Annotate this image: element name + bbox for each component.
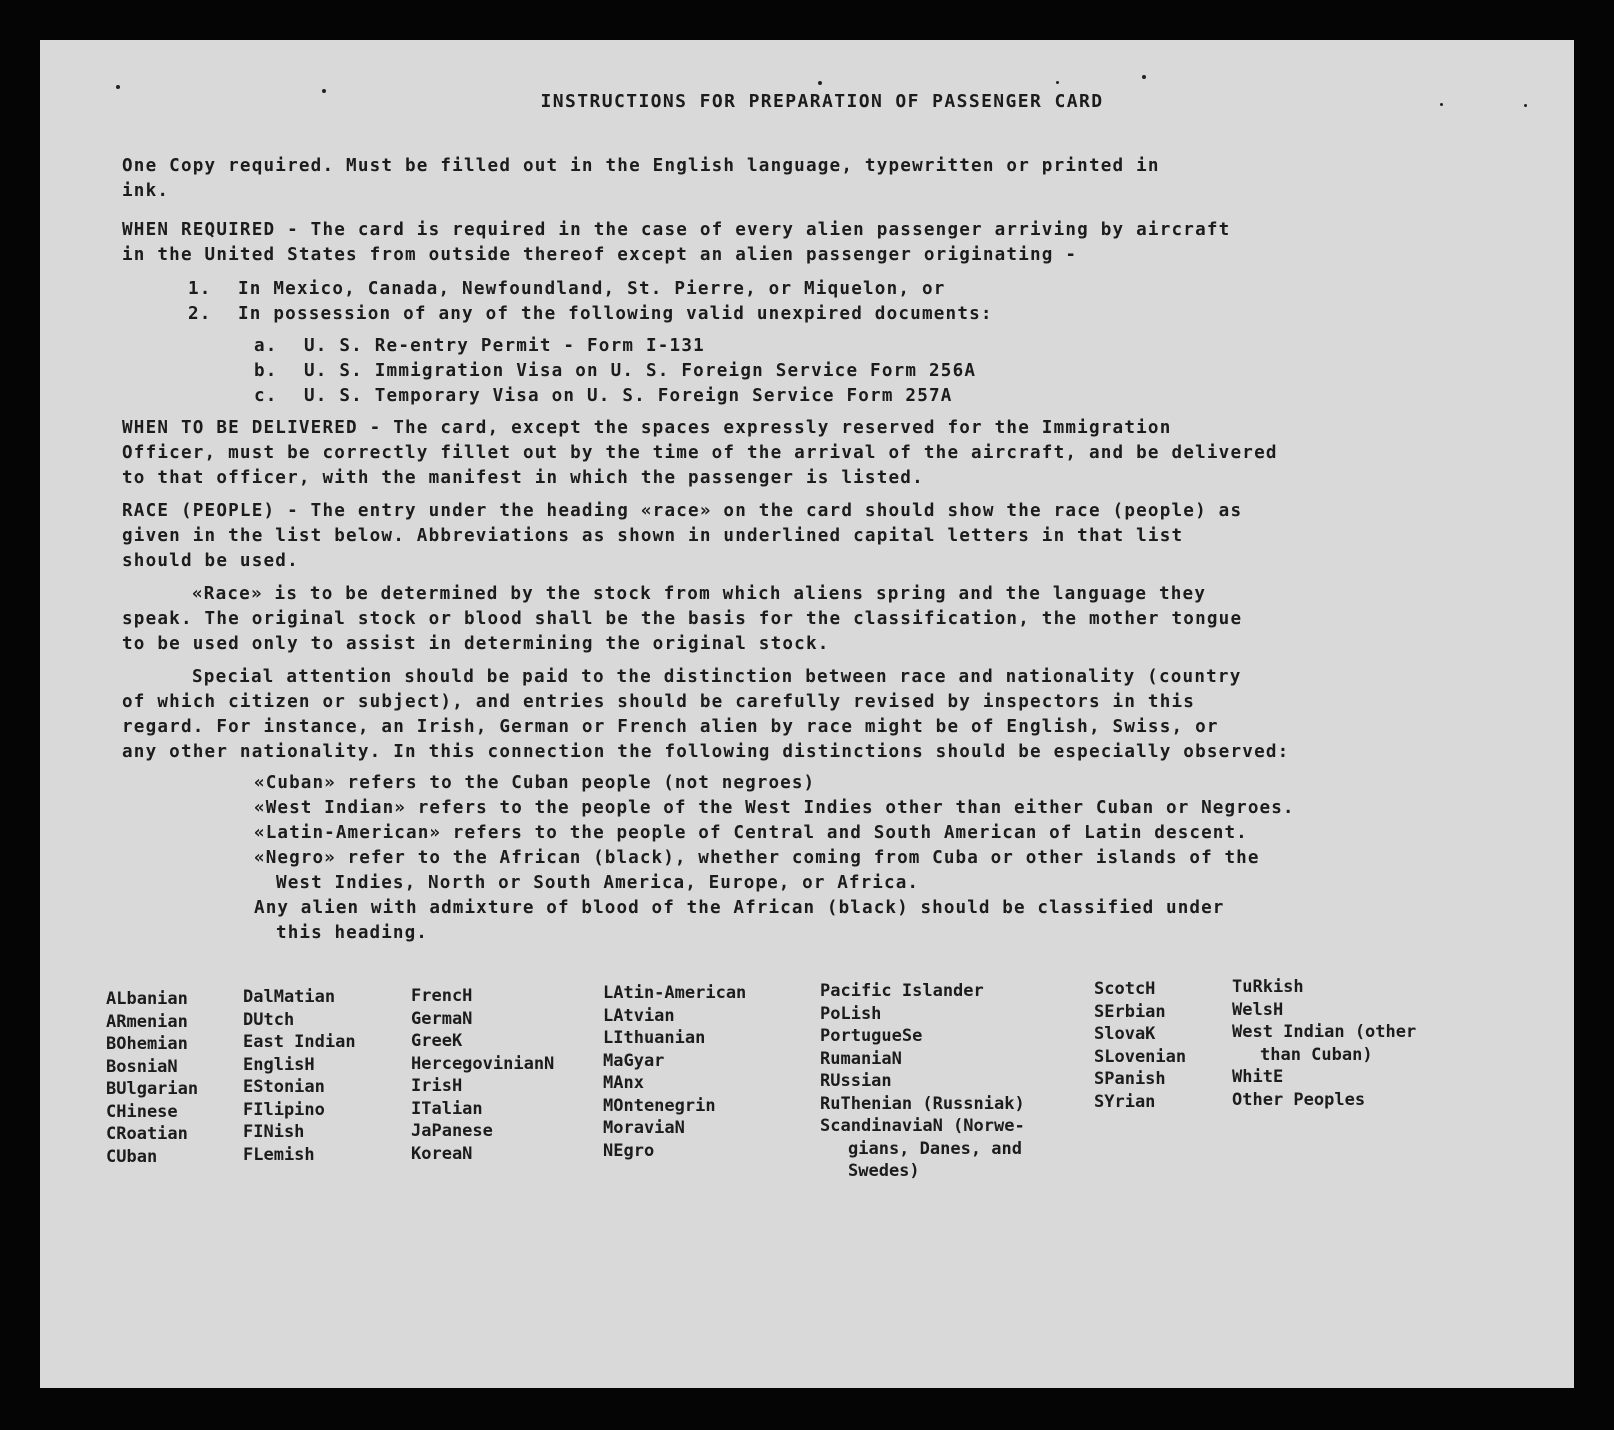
- race-determined-line: «Race» is to be determined by the stock from which aliens spring and the language they: [192, 584, 1207, 604]
- race-entry: LIthuanian: [603, 1028, 706, 1048]
- intro-line: One Copy required. Must be filled out in the English language, typewritten or printed in: [122, 156, 1160, 176]
- scan-speck: [116, 85, 120, 89]
- list-item: [254, 359, 976, 384]
- when-delivered-line: WHEN TO BE DELIVERED - The card, except the spaces expressly reserved for the Immigration: [122, 418, 1172, 438]
- race-people-paragraph: [122, 499, 1542, 574]
- race-entry: MOntenegrin: [603, 1095, 716, 1116]
- list-item: [254, 334, 976, 359]
- race-entry: GermaN: [411, 1008, 473, 1029]
- race-entry: FLemish: [243, 1144, 315, 1165]
- list-text: In possession of any of the following valid unexpired documents:: [238, 304, 993, 324]
- special-attention-line: any other nationality. In this connection the following distinctions should be especially observed:: [122, 742, 1290, 762]
- race-entry: ScotcH: [1094, 979, 1156, 999]
- intro-line: ink.: [122, 181, 170, 201]
- race-entry: MAnx: [603, 1073, 644, 1093]
- distinction-item: «Negro» refer to the African (black), whether coming from Cuba or other islands of the: [254, 848, 1260, 868]
- scan-speck: [1056, 81, 1059, 84]
- distinction-item: «Latin-American» refers to the people of Central and South American of Latin descent.: [254, 823, 1248, 843]
- race-people-line: RACE (PEOPLE) - The entry under the heading «race» on the card should show the race (people) as: [122, 501, 1243, 521]
- list-number: 2.: [188, 304, 212, 324]
- race-determined-line: speak. The original stock or blood shall be the basis for the classification, the mother tongue: [122, 609, 1243, 629]
- race-entry: GreeK: [411, 1031, 463, 1051]
- race-entry: LAtvian: [603, 1005, 675, 1026]
- list-number: 1.: [188, 279, 212, 299]
- page-title: INSTRUCTIONS FOR PREPARATION OF PASSENGER CARD: [540, 91, 1104, 112]
- race-entry: NEgro: [603, 1140, 655, 1161]
- race-people-line: given in the list below. Abbreviations as shown in underlined capital letters in that list: [122, 526, 1184, 546]
- list-item: [254, 384, 976, 409]
- race-entry: JaPanese: [411, 1121, 493, 1141]
- list-letter: c.: [254, 386, 278, 406]
- race-entry: MaGyar: [603, 1050, 665, 1071]
- special-attention-line: regard. For instance, an Irish, German or French alien by race might be of English, Swiss, or: [122, 717, 1219, 737]
- race-entry: SPanish: [1094, 1069, 1166, 1089]
- race-entry: BOhemian: [106, 1034, 188, 1054]
- list-item: [188, 277, 993, 302]
- race-entry: BosniaN: [106, 1056, 178, 1077]
- race-entry: FINish: [243, 1122, 305, 1142]
- race-column: [603, 982, 746, 1162]
- distinction-item-continued: this heading.: [276, 923, 429, 943]
- race-entry: Pacific Islander: [820, 981, 984, 1001]
- list-letter: a.: [254, 336, 278, 356]
- when-required-paragraph: [122, 218, 1542, 268]
- race-entry: SLovenian: [1094, 1046, 1187, 1067]
- when-delivered-line: to that officer, with the manifest in which the passenger is listed.: [122, 468, 924, 488]
- special-attention-line: of which citizen or subject), and entries should be carefully revised by inspectors in this: [122, 692, 1196, 712]
- race-entry: LAtin-American: [603, 983, 747, 1003]
- race-people-line: should be used.: [122, 551, 299, 571]
- race-entry: BUlgarian: [106, 1079, 199, 1099]
- when-required-line: WHEN REQUIRED - The card is required in the case of every alien passenger arriving by aircraft: [122, 220, 1231, 240]
- scan-speck: [1524, 104, 1527, 107]
- race-entry: East Indian: [243, 1032, 356, 1052]
- special-attention-paragraph: [122, 665, 1542, 765]
- race-entry: EStonian: [243, 1077, 325, 1097]
- race-column: [820, 980, 1025, 1183]
- document-page: [40, 40, 1574, 1388]
- race-entry: HercegovinianN: [411, 1053, 555, 1074]
- race-entry: WelsH: [1232, 999, 1284, 1020]
- race-entry: ALbanian: [106, 989, 188, 1009]
- race-entry: ScandinaviaN (Norwe-: [820, 1116, 1025, 1136]
- when-required-line: in the United States from outside thereof except an alien passenger originating -: [122, 245, 1078, 265]
- race-entry: SlovaK: [1094, 1024, 1156, 1044]
- race-entry: CRoatian: [106, 1124, 188, 1144]
- list-text: U. S. Immigration Visa on U. S. Foreign Service Form 256A: [304, 361, 977, 381]
- race-entry: ARmenian: [106, 1011, 188, 1032]
- race-column: [1232, 976, 1416, 1111]
- intro-paragraph: [122, 154, 1542, 204]
- race-entry-continued: gians, Danes, and: [848, 1138, 1022, 1159]
- race-column: [411, 985, 554, 1165]
- race-entry: DUtch: [243, 1009, 295, 1030]
- scan-speck: [1440, 103, 1443, 106]
- race-entry: MoraviaN: [603, 1118, 685, 1138]
- race-determined-line: to be used only to assist in determining the original stock.: [122, 634, 830, 654]
- list-text: U. S. Temporary Visa on U. S. Foreign Service Form 257A: [304, 386, 953, 406]
- distinction-item: «West Indian» refers to the people of the West Indies other than either Cuban or Negroes.: [254, 798, 1295, 818]
- race-entry: TuRkish: [1232, 977, 1304, 997]
- list-item: [188, 302, 993, 327]
- origin-exceptions-list: [188, 277, 993, 327]
- list-text: U. S. Re-entry Permit - Form I-131: [304, 336, 705, 356]
- race-entry: KoreaN: [411, 1143, 473, 1164]
- distinctions-list: [254, 771, 1554, 946]
- race-entry: PoLish: [820, 1003, 882, 1024]
- list-letter: b.: [254, 361, 278, 381]
- when-delivered-paragraph: [122, 416, 1542, 491]
- race-entry: RumaniaN: [820, 1048, 902, 1069]
- race-entry: PortugueSe: [820, 1026, 923, 1046]
- scan-speck: [818, 81, 822, 85]
- when-delivered-line: Officer, must be correctly fillet out by the time of the arrival of the aircraft, and be delivered: [122, 443, 1278, 463]
- distinction-item: «Cuban» refers to the Cuban people (not negroes): [254, 773, 816, 793]
- race-entry-continued: than Cuban): [1260, 1044, 1373, 1065]
- race-entry: SErbian: [1094, 1001, 1166, 1022]
- distinction-item-continued: West Indies, North or South America, Europe, or Africa.: [276, 873, 920, 893]
- race-entry: DalMatian: [243, 987, 336, 1007]
- documents-list: [254, 334, 976, 409]
- race-column: [106, 988, 198, 1168]
- race-entry: CUban: [106, 1146, 158, 1167]
- scan-speck: [1142, 75, 1146, 79]
- race-entry: FIlipino: [243, 1099, 325, 1120]
- race-entry: FrencH: [411, 986, 473, 1006]
- distinction-item: Any alien with admixture of blood of the African (black) should be classified under: [254, 898, 1225, 918]
- race-column: [1094, 978, 1186, 1113]
- race-entry: IrisH: [411, 1076, 463, 1096]
- race-entry: Other Peoples: [1232, 1089, 1366, 1110]
- list-text: In Mexico, Canada, Newfoundland, St. Pierre, or Miquelon, or: [238, 279, 946, 299]
- race-entry: RuThenian (Russniak): [820, 1093, 1025, 1114]
- race-column: [243, 986, 356, 1166]
- race-entry: ITalian: [411, 1098, 483, 1119]
- race-entry: West Indian (other: [1232, 1022, 1417, 1042]
- race-entry: CHinese: [106, 1101, 178, 1122]
- race-entry-continued: Swedes): [848, 1161, 920, 1181]
- race-entry: WhitE: [1232, 1067, 1284, 1087]
- race-entry: RUssian: [820, 1071, 892, 1091]
- race-entry: SYrian: [1094, 1091, 1156, 1112]
- race-determined-paragraph: [122, 582, 1542, 657]
- scan-speck: [322, 89, 326, 93]
- race-entry: EnglisH: [243, 1054, 315, 1075]
- special-attention-line: Special attention should be paid to the distinction between race and nationality (country: [192, 667, 1242, 687]
